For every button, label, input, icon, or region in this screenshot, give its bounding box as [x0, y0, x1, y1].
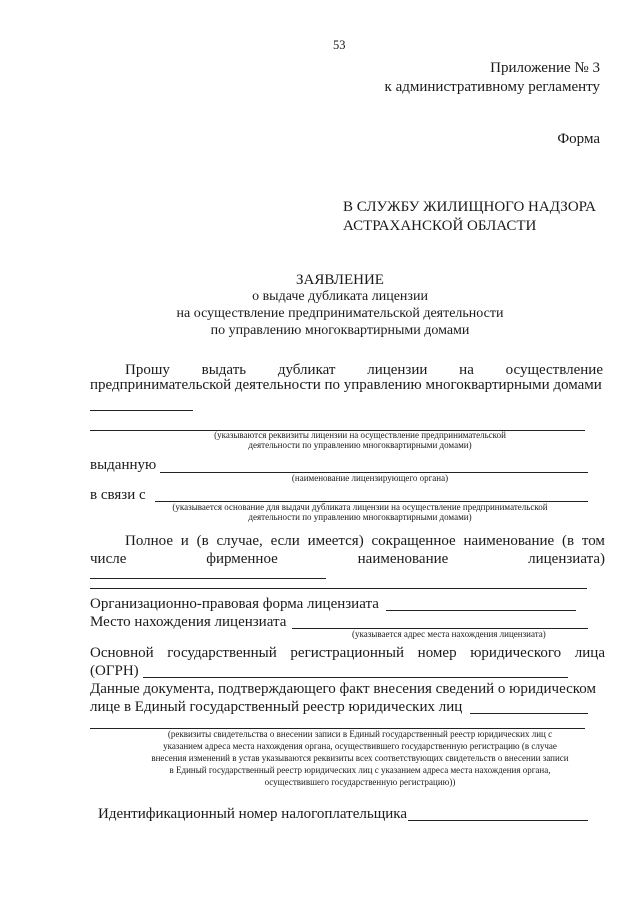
- document-title: ЗАЯВЛЕНИЕ: [296, 272, 384, 288]
- full-name-word: случае,: [216, 533, 263, 549]
- note-line: деятельности по управлению многоквартирными домами): [248, 512, 472, 522]
- ogrn-line: [90, 645, 605, 662]
- full-name-word: лицензиата): [528, 551, 605, 567]
- full-name-line1: [125, 533, 605, 550]
- ogrn-field[interactable]: [143, 677, 568, 678]
- full-name-word: числе: [90, 551, 127, 567]
- location-label: Место нахождения лицензиата: [90, 614, 287, 630]
- full-name-line2: [90, 551, 605, 568]
- egrul-line2: лице в Единый государственный реестр юридических лиц: [90, 699, 463, 715]
- request-word: дубликат: [277, 362, 336, 378]
- note-license-details: [90, 430, 630, 450]
- full-name-word: Полное: [125, 533, 173, 549]
- ogrn-word: государственный: [167, 645, 277, 661]
- ogrn-word: лица: [574, 645, 605, 661]
- request-word: на: [459, 362, 474, 378]
- note-registry: [95, 728, 625, 788]
- inn-label: Идентификационный номер налогоплательщика: [98, 806, 408, 822]
- request-word: лицензии: [367, 362, 428, 378]
- full-name-field[interactable]: [90, 578, 326, 579]
- note-line: внесения изменений в устав указываются реквизиты всех соответствующих свидетельств о внесении записи: [151, 753, 569, 763]
- title-line3: на осуществление предпринимательской деятельности: [176, 306, 504, 321]
- note-reason: [90, 502, 630, 522]
- full-name-word: том: [581, 533, 605, 549]
- appendix-to-label: к административному регламенту: [384, 79, 600, 95]
- addressee-line1: В СЛУЖБУ ЖИЛИЩНОГО НАДЗОРА: [343, 199, 596, 215]
- note-line: указанием адреса места нахождения органа, осуществившего государственную регистрацию (в случае: [163, 741, 557, 751]
- egrul-field[interactable]: [470, 713, 588, 714]
- note-issuing-authority: (наименование лицензирующего органа): [291, 473, 449, 483]
- legal-form-field[interactable]: [386, 610, 576, 611]
- full-name-word: фирменное: [206, 551, 278, 567]
- request-word: выдать: [201, 362, 247, 378]
- full-name-word: имеется): [307, 533, 364, 549]
- note-line: (указывается основание для выдачи дубликата лицензии на осуществление предпринимательской: [172, 502, 548, 512]
- note-line: осуществившего государственную регистрацию)): [264, 777, 456, 787]
- full-name-word: наименование: [463, 533, 555, 549]
- due-to-label: в связи с: [90, 487, 146, 503]
- addressee-line2: АСТРАХАНСКОЙ ОБЛАСТИ: [343, 218, 537, 234]
- full-name-field-2[interactable]: [90, 588, 587, 589]
- ogrn-word: Основной: [90, 645, 154, 661]
- request-line2: предпринимательской деятельности по управлению многоквартирными домами: [90, 377, 602, 393]
- full-name-word: сокращенное: [371, 533, 456, 549]
- form-label: Форма: [557, 131, 600, 147]
- title-line4: по управлению многоквартирными домами: [210, 323, 470, 338]
- request-word: Прошу: [125, 362, 170, 378]
- fill-line[interactable]: [90, 410, 193, 411]
- note-line: (указываются реквизиты лицензии на осуществление предпринимательской: [214, 430, 506, 440]
- egrul-line1: Данные документа, подтверждающего факт внесения сведений о юридическом: [90, 681, 597, 697]
- note-line: (реквизиты свидетельства о внесении записи в Единый государственный реестр юридических лиц с: [167, 729, 553, 739]
- note-line: в Единый государственный реестр юридических лиц с указанием адреса места нахождения органа,: [169, 765, 551, 775]
- full-name-word: и: [180, 533, 189, 549]
- ogrn-word: юридического: [470, 645, 562, 661]
- ogrn-word: регистрационный: [290, 645, 405, 661]
- ogrn-label: (ОГРН): [90, 663, 139, 679]
- full-name-word: наименование: [357, 551, 449, 567]
- note-line: деятельности по управлению многоквартирными домами): [248, 440, 472, 450]
- page-number: 53: [333, 38, 346, 52]
- ogrn-word: номер: [417, 645, 457, 661]
- full-name-word: (в: [561, 533, 575, 549]
- request-word: осуществление: [505, 362, 603, 378]
- note-address: (указывается адрес места нахождения лицензиата): [352, 629, 546, 639]
- legal-form-label: Организационно-правовая форма лицензиата: [90, 596, 379, 612]
- full-name-word: если: [270, 533, 300, 549]
- inn-field[interactable]: [408, 820, 588, 821]
- full-name-word: (в: [196, 533, 209, 549]
- title-line2: о выдаче дубликата лицензии: [252, 289, 428, 304]
- issued-label: выданную: [90, 457, 157, 473]
- appendix-label: Приложение № 3: [490, 60, 600, 76]
